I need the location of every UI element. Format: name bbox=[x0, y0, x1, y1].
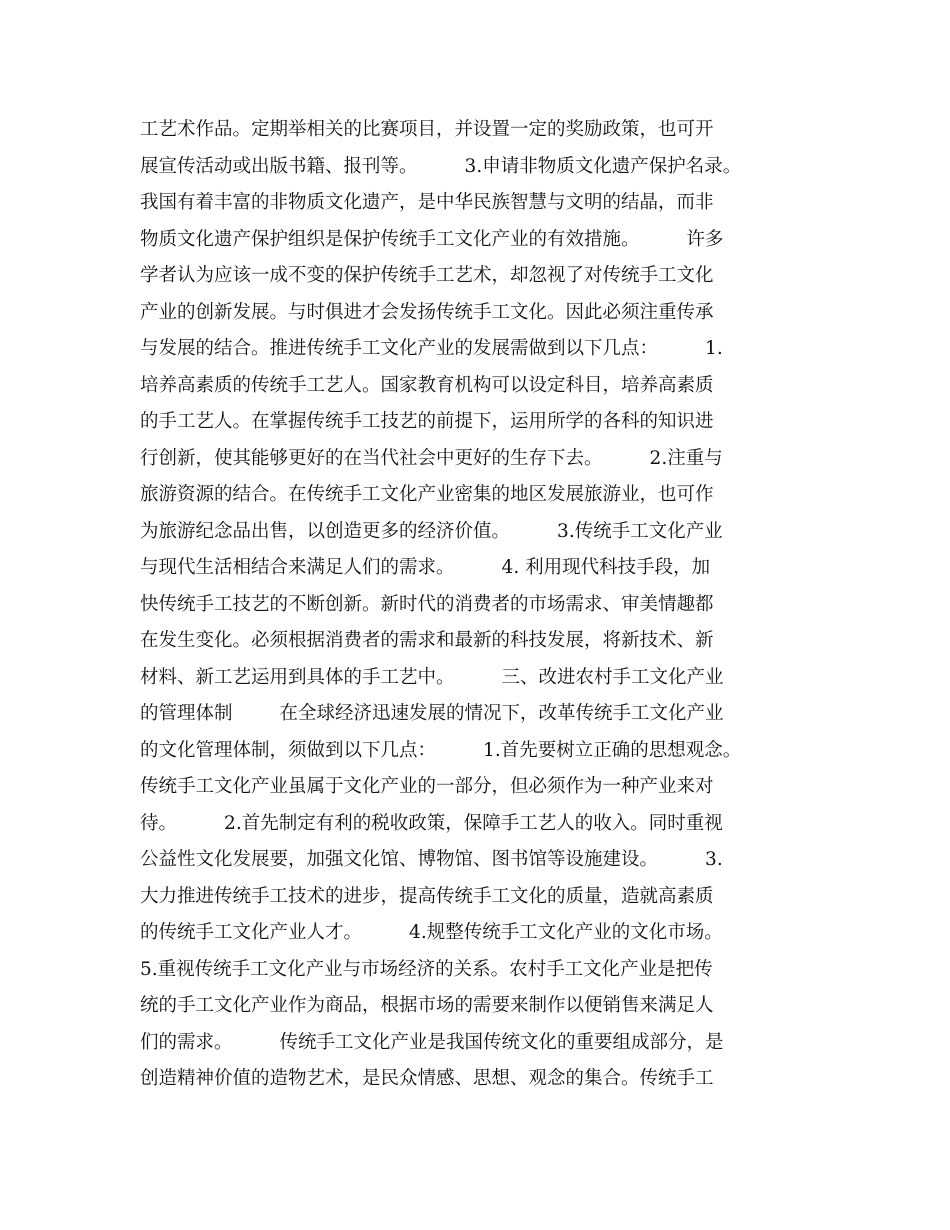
text-line: 待。 2.首先制定有利的税收政策，保障手工艺人的收入。同时重视 bbox=[140, 812, 723, 834]
text-line: 行创新，使其能够更好的在当代社会中更好的生存下去。 2.注重与 bbox=[140, 447, 723, 469]
text-line: 公益性文化发展要，加强文化馆、博物馆、图书馆等设施建设。 3. bbox=[140, 849, 723, 870]
text-line: 与现代生活相结合来满足人们的需求。 4. 利用现代科技手段，加 bbox=[140, 557, 711, 578]
text-line: 的传统手工文化产业人才。 4.规整传统手工文化产业的文化市场。 bbox=[140, 922, 723, 943]
text-line: 统的手工文化产业作为商品，根据市场的需要来制作以便销售来满足人 bbox=[140, 995, 714, 1016]
text-line: 我国有着丰富的非物质文化遗产，是中华民族智慧与文明的结晶，而非 bbox=[140, 192, 714, 213]
text-line: 创造精神价值的造物艺术，是民众情感、思想、观念的集合。传统手工 bbox=[140, 1068, 714, 1089]
text-line: 的手工艺人。在掌握传统手工技艺的前提下，运用所学的各科的知识进 bbox=[140, 411, 714, 432]
text-line: 快传统手工技艺的不断创新。新时代的消费者的市场需求、审美情趣都 bbox=[140, 593, 714, 615]
text-line: 大力推进传统手工技术的进步，提高传统手工文化的质量，造就高素质 bbox=[140, 885, 714, 907]
text-line: 展宣传活动或出版书籍、报刊等。 3.申请非物质文化遗产保护名录。 bbox=[140, 155, 742, 177]
text-line: 培养高素质的传统手工艺人。国家教育机构可以设定科目，培养高素质 bbox=[140, 374, 714, 396]
text-line: 产业的创新发展。与时俱进才会发扬传统手工文化。因此必须注重传承 bbox=[140, 301, 714, 323]
text-line: 旅游资源的结合。在传统手工文化产业密集的地区发展旅游业，也可作 bbox=[140, 484, 714, 505]
text-line: 们的需求。 传统手工文化产业是我国传统文化的重要组成部分，是 bbox=[140, 1031, 724, 1053]
text-line: 的文化管理体制，须做到以下几点： 1.首先要树立正确的思想观念。 bbox=[140, 739, 742, 761]
text-line: 传统手工文化产业虽属于文化产业的一部分，但必须作为一种产业来对 bbox=[140, 776, 714, 797]
text-line: 的管理体制 在全球经济迅速发展的情况下，改革传统手工文化产业 bbox=[140, 703, 724, 724]
text-line: 物质文化遗产保护组织是保护传统手工文化产业的有效措施。 许多 bbox=[140, 228, 724, 250]
text-line: 学者认为应该一成不变的保护传统手工艺术，却忽视了对传统手工文化 bbox=[140, 265, 714, 286]
text-line: 5.重视传统手工文化产业与市场经济的关系。农村手工文化产业是把传 bbox=[140, 958, 713, 980]
text-line: 材料、新工艺运用到具体的手工艺中。 三、改进农村手工文化产业 bbox=[140, 666, 724, 688]
text-line: 与发展的结合。推进传统手工文化产业的发展需做到以下几点： 1. bbox=[140, 338, 723, 359]
text-line: 在发生变化。必须根据消费者的需求和最新的科技发展，将新技术、新 bbox=[140, 630, 714, 651]
text-line: 工艺术作品。定期举相关的比赛项目，并设置一定的奖励政策，也可开 bbox=[140, 119, 714, 140]
body-text bbox=[140, 112, 820, 1098]
text-line: 为旅游纪念品出售，以创造更多的经济价值。 3.传统手工文化产业 bbox=[140, 520, 723, 542]
